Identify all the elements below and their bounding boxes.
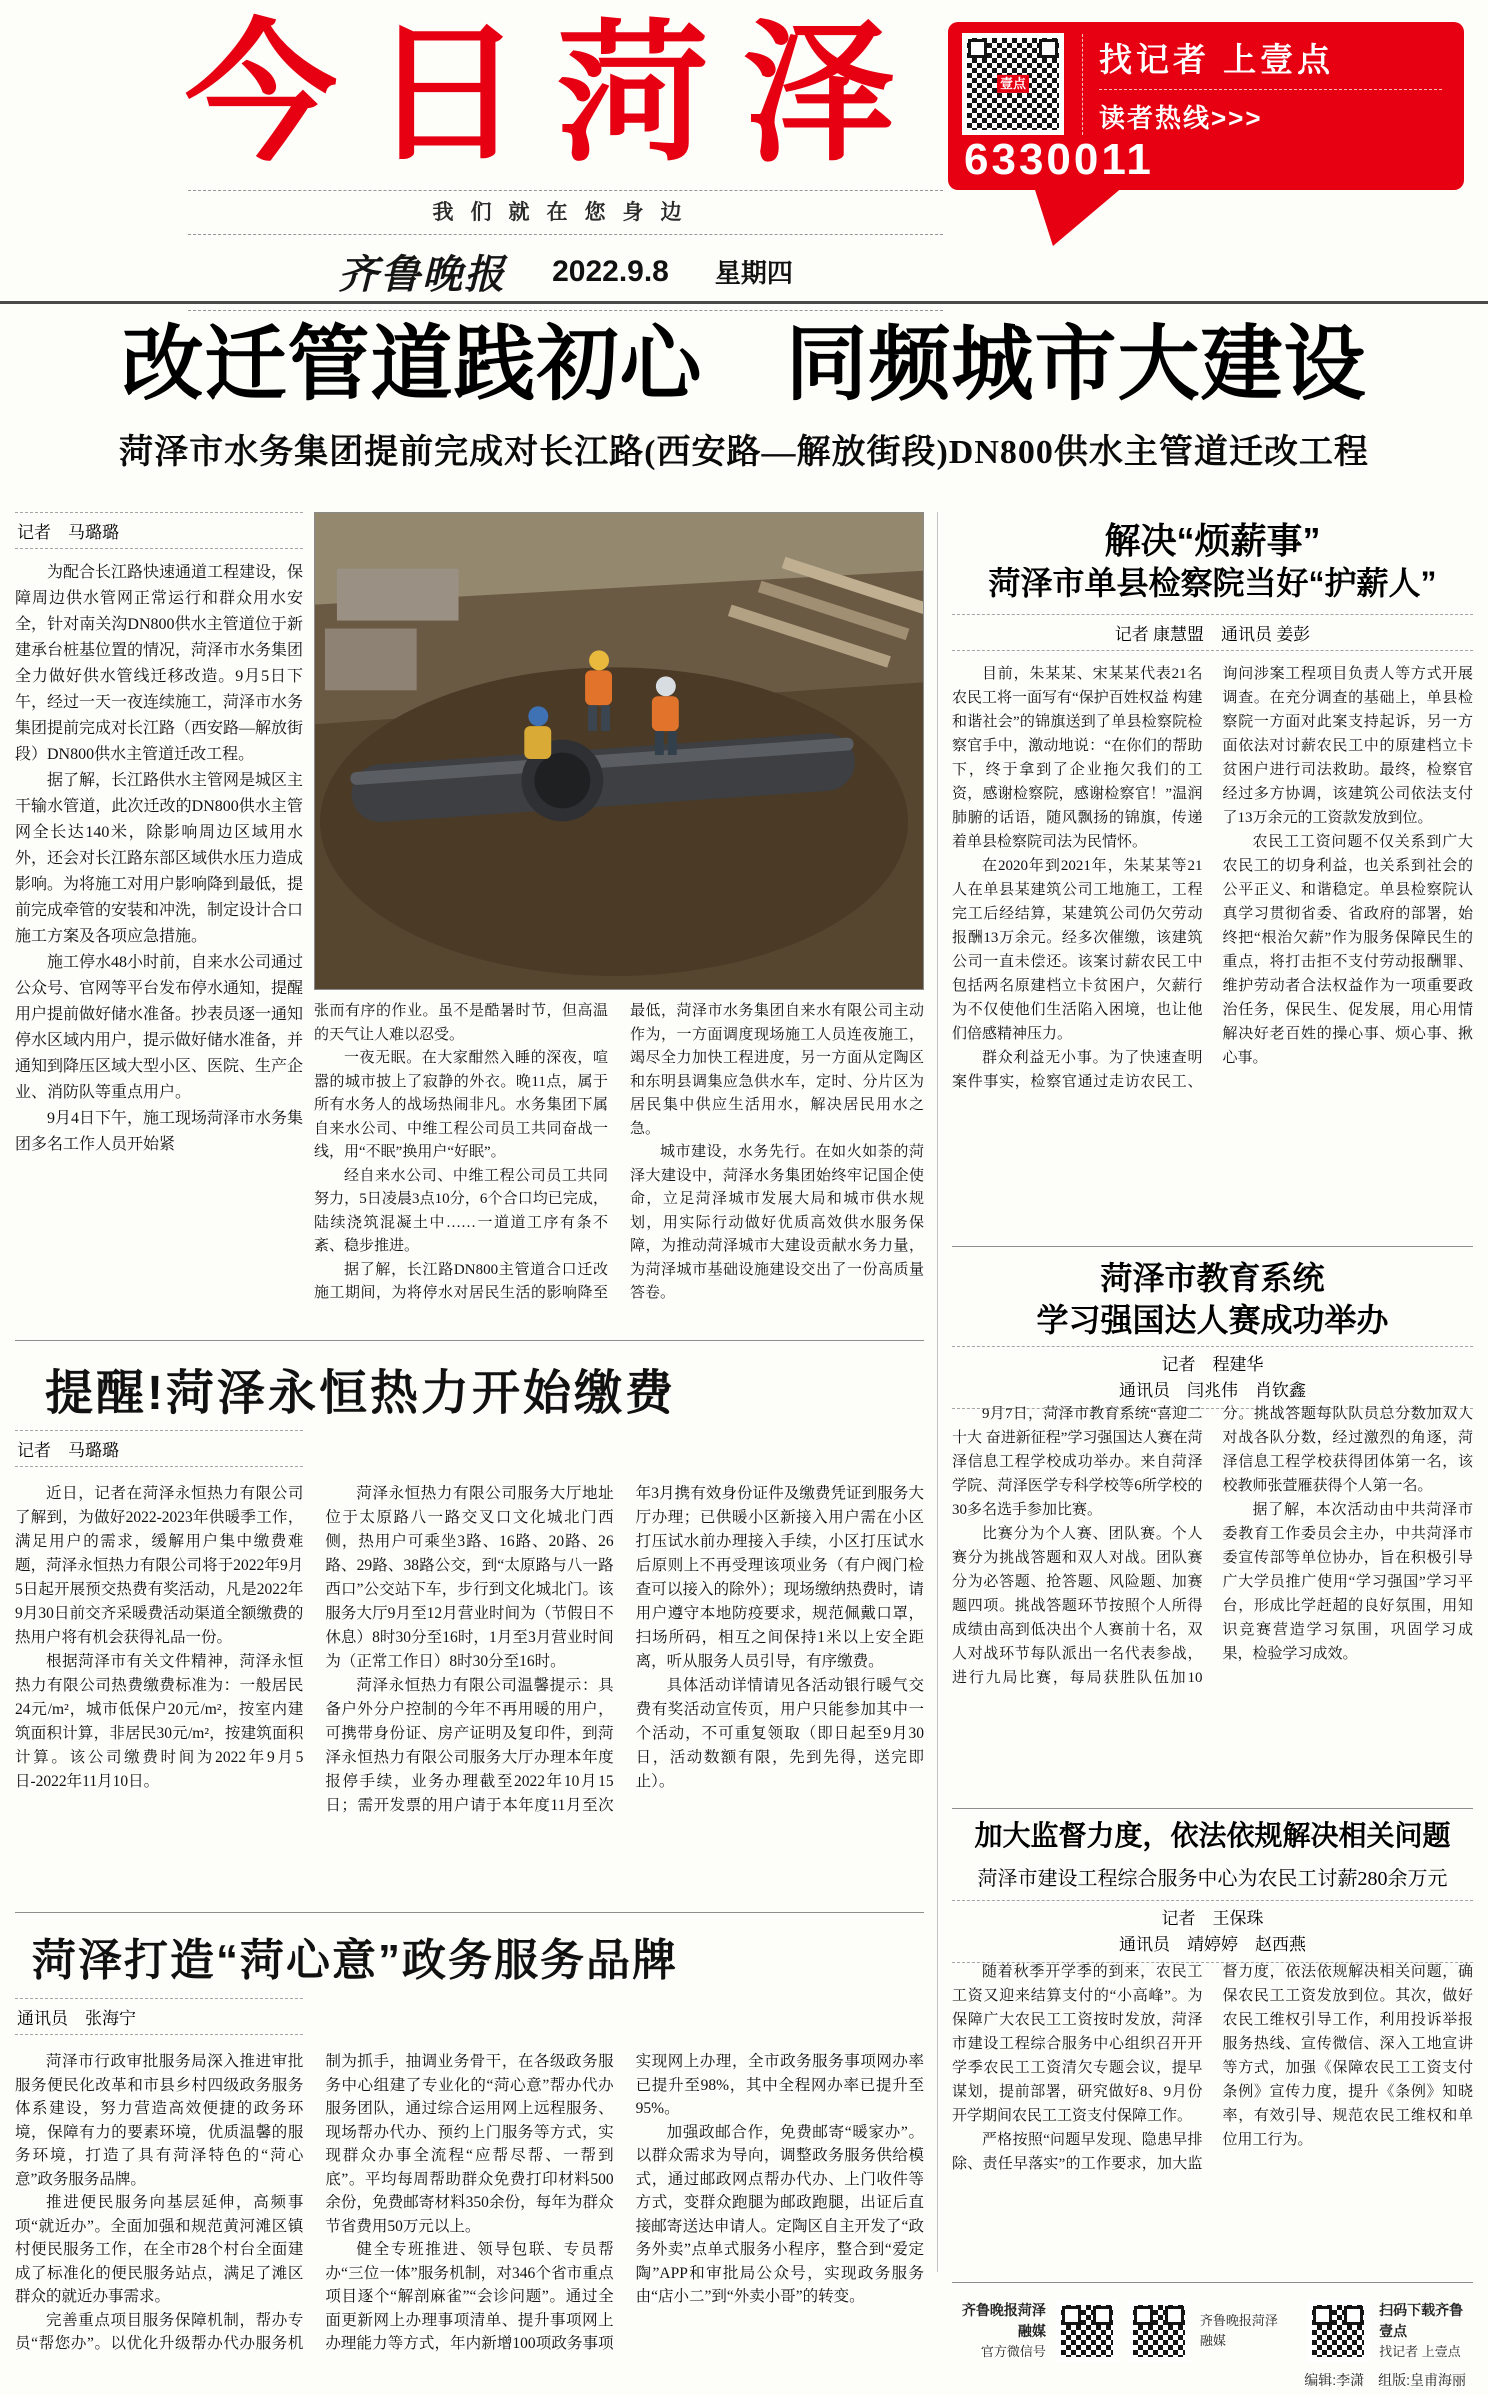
hotline-phone-number: 6330011 [964,135,1154,184]
education-byline-line1: 记者 程建华 [1161,1355,1264,1374]
section-divider [952,1808,1473,1809]
supervision-subhead: 菏泽市建设工程综合服务中心为农民工讨薪280余万元 [977,1868,1448,1891]
paper-slogan: 我们就在您身边 [432,200,699,224]
reader-hotline-bubble [948,22,1464,190]
education-byline-line2: 通讯员 闫兆伟 肖钦鑫 [1119,1380,1306,1400]
heating-byline: 记者 马璐璐 [15,1430,303,1467]
section-divider [15,1912,924,1913]
lead-headline-block [20,320,1468,473]
media-qr-icon [1128,2300,1190,2362]
hotline-texts [1082,34,1442,135]
lead-subhead: 菏泽市水务集团提前完成对长江路(西安路—解放街段)DN800供水主管道迁改工程 [119,434,1369,472]
app-download-line2: 找记者 上壹点 [1379,2343,1461,2359]
wechat-label-line1: 齐鲁晚报菏泽融媒 [961,2301,1046,2339]
salary-headline-line2: 菏泽市单县检察院当好“护薪人” [988,565,1437,601]
editors-credit: 编辑:李潇 组版:皇甫海丽 [1304,2372,1466,2388]
bubble-tail-shape [1028,186,1124,246]
find-reporter-label: 找记者 上壹点 [1099,34,1442,90]
wechat-label-line2: 官方微信号 [980,2343,1046,2359]
section-divider [952,1246,1473,1247]
publication-date: 2022.9.8 [552,254,669,288]
supervision-byline [952,1900,1473,1963]
salary-byline: 记者 康慧盟 通讯员 姜彭 [952,614,1473,651]
wechat-label [952,2300,1046,2362]
header-divider [0,301,1488,304]
salary-headline-block [952,518,1473,605]
service-byline: 通讯员 张海宁 [15,1998,303,2035]
media-name-label: 齐鲁晚报菏泽融媒 [1199,2313,1278,2348]
supervision-headline: 加大监督力度，依法依规解决相关问题 [974,1820,1451,1851]
app-download-label [1379,2300,1473,2362]
education-headline-line1: 菏泽市教育系统 [1100,1260,1325,1296]
education-headline-line2: 学习强国达人赛成功举办 [1036,1301,1389,1338]
footer-media-box [952,2282,1473,2370]
date-row [188,234,943,311]
lead-byline: 记者 马璐璐 [15,512,303,549]
app-download-line1: 扫码下载齐鲁壹点 [1379,2301,1464,2339]
app-download-qr-icon [1307,2300,1369,2362]
publication-weekday: 星期四 [714,259,793,288]
supervision-article-body: 随着秋季开学季的到来，农民工工资又迎来结算支付的“小高峰”。为保障广大农民工工资按时发放，菏泽市建设工程综合服务中心组织召开开学季农民工工资清欠专题会议，提早谋划，提前部署，研究做好8、9月份开学期间农民工工资支付保障工作。 严格按照“问题早发现、隐患早排除、责任早落实”的工作要求，加大监督力度，依法依规解决相关问题，确保农民工工资发放到位。其次，做好农民工维权引导工作，利用投诉举报服务热线、宣传微信、深入工地宣讲等方式，加强《保障农民工工资支付条例》宣传力度，提升《条例》知晓率，有效引导、规范农民工维权和单位用工行为。 [952,1964,1473,2172]
construction-site-photo [314,512,924,990]
section-divider [15,1340,924,1341]
education-headline-block [952,1258,1473,1341]
qilu-evening-news-logo: 齐鲁晚报 [338,252,507,297]
qr-center-badge: 壹点 [997,75,1029,93]
education-article-body: 9月7日，菏泽市教育系统“喜迎二十大 奋进新征程”学习强国达人赛在菏泽信息工程学校成功举办。来自菏泽学院、菏泽医学专科学校等6所学校的30多名选手参加比赛。 比赛分为个人赛、团队赛。个人赛分为挑战答题和双人对战。团队赛分为必答题、抢答题、风险题、加赛题四项。挑战答题环节按照个人所得成绩由高到低决出个人赛前十名，双人对战环节每队派出一名代表参战，进行九局比赛，每局获胜队伍加10分。挑战答题每队队员总分数加双人对战各队分数，经过激烈的角逐，菏泽信息工程学校获得团体第一名，该校教师张萱雁获得个人第一名。 据了解，本次活动由中共菏泽市委教育工作委员会主办，中共菏泽市委宣传部等单位协办，旨在积极引导广大学员推广使用“学习强国”学习平台，形成比学赶超的良好氛围，用知识竞赛营造学习氛围，巩固学习成果，检验学习成效。 [952,1406,1473,1686]
lead-headline: 改迁管道践初心 同频城市大建设 [121,319,1367,410]
wechat-qr-icon [1056,2300,1118,2362]
yidian-app-qr-icon [962,33,1064,135]
education-byline [952,1346,1473,1409]
lead-article-columns-under-photo: 张而有序的作业。虽不是酷暑时节，但高温的天气让人难以忍受。 一夜无眠。在大家酣然入睡的深夜，喧嚣的城市披上了寂静的外衣。晚11点，属于所有水务人的战场热闹非凡。水务集团下属自来水公司、中维工程公司员工共同奋战一线，用“不眠”换用户“好眠”。 经自来水公司、中维工程公司员工共同努力，5日凌晨3点10分，6个合口均已完成，陆续浇筑混凝土中……一道道工序有条不紊、稳步推进。 据了解，长江路DN800主管道合口迁改施工期间，为将停水对居民生活的影响降至最低，菏泽市水务集团自来水有限公司主动作为，一方面调度现场施工人员连夜施工，竭尽全力加快工程进度，另一方面从定陶区和东明县调集应急供水车，定时、分片区为居民集中供应生活用水，解决居民用水之急。 城市建设，水务先行。在如火如荼的菏泽大建设中，菏泽水务集团始终牢记国企使命，立足菏泽城市发展大局和城市供水规划，用实际行动做好优质高效供水服务保障，为推动菏泽城市大建设贡献水务力量，为菏泽城市基础设施建设交出了一份高质量答卷。 [314,1003,924,1301]
masthead-title: 今日菏泽 [185,9,929,179]
heating-article-body: 近日，记者在菏泽永恒热力有限公司了解到，为做好2022-2023年供暖季工作，满足用户的需求，缓解用户集中缴费难题，菏泽永恒热力有限公司将于2022年9月5日起开展预交热费有奖活动，凡是2022年9月30日前交齐采暖费活动渠道全额缴费的热用户将有机会获得礼品一份。 根据菏泽市有关文件精神，菏泽永恒热力有限公司热费缴费标准为：一般居民24元/m²，城市低保户20元/m²，按室内建筑面积计算，非居民30元/m²，按建筑面积计算。该公司缴费时间为2022年9月5日-2022年11月10日。 菏泽永恒热力有限公司服务大厅地址位于太原路八一路交叉口文化城北门西侧，热用户可乘坐3路、16路、20路、26路、29路、38路公交，到“太原路与八一路西口”公交站下车，步行到文化城北门。该服务大厅9月至12月营业时间为（节假日不休息）8时30分至16时，1月至3月营业时间为（正常工作日）8时30分至16时。 菏泽永恒热力有限公司温馨提示：具备户外分户控制的今年不再用暖的用户，可携带身份证、房产证明及复印件，到菏泽永恒热力有限公司服务大厅办理本年度报停手续，业务办理截至2022年10月15日；需开发票的用户请于本年度11月至次年3月携有效身份证件及缴费凭证到服务大厅办理；已供暖小区新接入用户需在小区打压试水前办理接入手续，小区打压试水后原则上不再受理该项业务（有户阀门检查可以接入的除外）；现场缴纳热费时，请用户遵守本地防疫要求，规范佩戴口罩，扫场所码，相互之间保持1米以上安全距离，听从服务人员引导，有序缴费。 具体活动详情请见各活动银行暖气交费有奖活动宣传页，用户只能参加其中一个活动，不可重复领取（即日起至9月30日，活动数额有限，先到先得，送完即止）。 [15,1485,924,1814]
heating-headline: 提醒!菏泽永恒热力开始缴费 [45,1367,676,1420]
reader-hotline-label: 读者热线>>> [1099,103,1263,133]
salary-headline-line1: 解决“烦薪事” [1104,520,1321,561]
supervision-byline-line2: 通讯员 靖婷婷 赵西燕 [1119,1934,1306,1954]
service-headline: 菏泽打造“菏心意”政务服务品牌 [32,1936,678,1985]
service-article-body: 菏泽市行政审批服务局深入推进审批服务便民化改革和市县乡村四级政务服务体系建设，努力营造高效便捷的政务环境，保障有力的要素环境，优质温馨的服务环境，打造了具有菏泽特色的“菏心意”政务服务品牌。 推进便民服务向基层延伸，高频事项“就近办”。全面加强和规范黄河滩区镇村便民服务工作，在全市28个村台全面建成了标准化的便民服务站点，满足了滩区群众的就近办事需求。 完善重点项目服务保障机制，帮办专员“帮您办”。以优化升级帮办代办服务机制为抓手，抽调业务骨干，在各级政务服务中心组建了专业化的“菏心意”帮办代办服务团队，通过综合运用网上远程服务、现场帮办代办、预约上门服务等方式，实现群众办事全流程“应帮尽帮、一帮到底”。平均每周帮助群众免费打印材料500余份，免费邮寄材料350余份，每年为群众节省费用50万元以上。 健全专班推进、领导包联、专员帮办“三位一体”服务机制，对346个省市重点项目逐个“解剖麻雀”“会诊问题”。通过全面更新网上办理事项清单、提升事项网上办理能力等方式，年内新增100项政务事项实现网上办理，全市政务服务事项网办率已提升至98%，其中全程网办率已提升至95%。 加强政邮合作，免费邮寄“暖家办”。以群众需求为导向，调整政务服务供给模式，通过邮政网点帮办代办、上门收件等方式，变群众跑腿为邮政跑腿，出证后直接邮寄送达申请人。定陶区自主开发了“政务外卖”点单式服务小程序，整合到“爱定陶”APP和审批局公众号，实现政务服务由“店小二”到“外卖小哥”的转变。 [15,2053,924,2352]
lead-article-column-1: 为配合长江路快速通道工程建设，保障周边供水管网正常运行和群众用水安全，针对南关沟DN800供水主管道位于新建承台桩基位置的情况，菏泽市水务集团全力做好供水管线迁移改造。9月5日下午，经过一天一夜连续施工，菏泽市水务集团提前完成对长江路（西安路—解放街段）DN800供水主管道迁改工程。 据了解，长江路供水主管网是城区主干输水管道，此次迁改的DN800供水主管网全长达140米，除影响周边区域用水外，还会对长江路东部区域供水压力造成影响。为将施工对用户影响降到最低，提前完成牵管的安装和冲洗，制定设计合口施工方案及各项应急措施。 施工停水48小时前，自来水公司通过公众号、官网等平台发布停水通知，提醒用户提前做好储水准备。抄表员逐一通知停水区域内用户，提示做好储水准备，并通知到降压区域大型小区、医院、生产企业、消防队等重点用户。 9月4日下午，施工现场菏泽市水务集团多名工作人员开始紧 [15,564,303,1153]
column-divider [937,512,938,2272]
supervision-headline-block [952,1818,1473,1891]
construction-photo-illustration [315,513,923,989]
slogan-row [188,190,943,230]
salary-article-body: 目前，朱某某、宋某某代表21名农民工将一面写有“保护百姓权益 构建和谐社会”的锦旗送到了单县检察院检察官手中，激动地说：“在你们的帮助下，终于拿到了企业拖欠我们的工资，感谢检察院，感谢检察官！”温润肺腑的话语，随风飘扬的锦旗，传递着单县检察院司法为民情怀。 在2020年到2021年，朱某某等21人在单县某建筑公司工地施工，工程完工后经结算，某建筑公司仍欠劳动报酬13万余元。经多次催缴，该建筑公司一直未偿还。该案讨薪农民工中包括两名原建档立卡贫困户，欠薪行为不仅使他们生活陷入困境，也让他们倍感精神压力。 群众利益无小事。为了快速查明案件事实，检察官通过走访农民工、询问涉案工程项目负责人等方式开展调查。在充分调查的基础上，单县检察院一方面对此案支持起诉，另一方面依法对讨薪农民工中的原建档立卡贫困户进行司法救助。最终，检察官经过多方协调，该建筑公司依法支付了13万余元的工资款发放到位。 农民工工资问题不仅关系到广大农民工的切身利益，也关系到社会的公平正义、和谐稳定。单县检察院认真学习贯彻省委、省政府的部署，始终把“根治欠薪”作为服务保障民生的重点，将打击拒不支付劳动报酬罪、维护劳动者合法权益作为一项重要政治任务，保民生、促发展，用心用情解决好老百姓的操心事、烦心事、揪心事。 [952,666,1473,1090]
supervision-byline-line1: 记者 王保珠 [1161,1909,1264,1928]
